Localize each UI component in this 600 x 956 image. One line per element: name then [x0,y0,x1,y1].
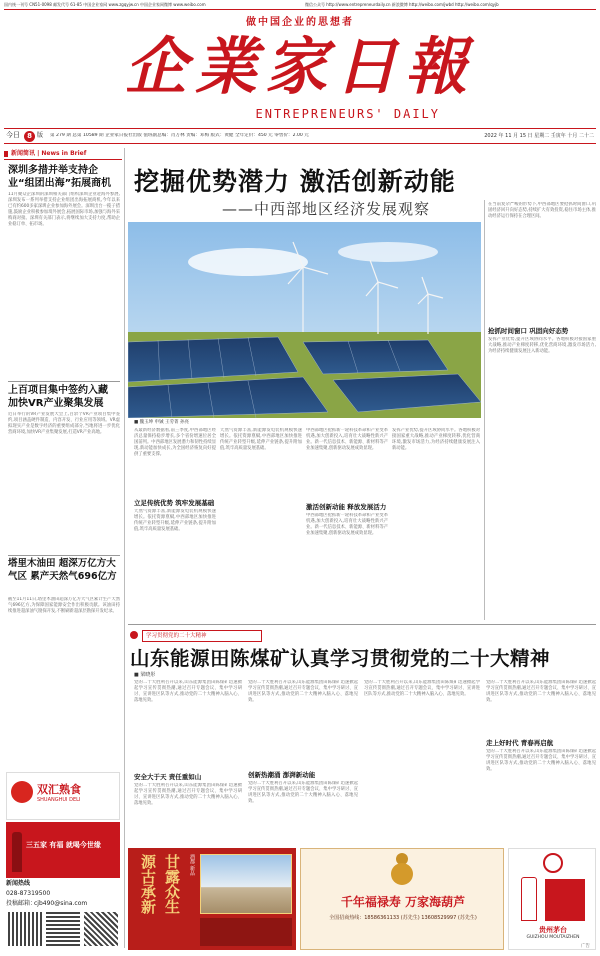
top-rule [4,9,596,10]
gourd-icon [389,853,415,887]
lead-section2-heading: 激活创新动能 释放发展活力 [306,503,387,511]
feature-col2: 党的二十大胜利召开以来,山东能源集团田陈煤矿迅速掀起学习宣传贯彻热潮,通过召开专题会议、集中学习研讨、宣讲进区队等方式,推动党的二十大精神入脑入心、落地见效。 [248,680,358,704]
email-address: cjb490@sina.com [34,900,88,907]
feature-col3: 党的二十大胜利召开以来,山东能源集团田陈煤矿迅速掀起学习宣传贯彻热潮,通过召开专题会议、集中学习研讨、宣讲进区队等方式,推动党的二十大精神入脑入心、落地见效。 [364,680,480,698]
pages-suffix: 版 [37,132,44,139]
sidebar-story1-title: 深圳多措并举支持企业“组团出海”拓展商机 [8,165,112,189]
left-ad-title: 源古承新 [139,854,157,914]
left-ad-subtitle: 甘露众生 [163,854,181,914]
top-info-right: 微信公众号 http://www.entrepreneurdaily.cn 新浪微博 http://weibo.com/jwbd http://weibo.com/qyjb [305,2,499,7]
moutai-bottle-icon [521,877,537,921]
masthead-english: ENTREPRENEURS' DAILY [255,107,440,121]
lead-right-separator [484,200,485,620]
lead-body-col2: 天然气资源丰富,新能源发电装机规模快速增长。依托资源禀赋,中西部地区加快推进传统产业转型升级,延伸产业链条,提升附加值,筑牢高质量发展基础。 [220,428,302,452]
lead-right-body2: 发挥产业优势,提升区域协同水平。各地积极对接国家重大战略,推动产业梯度转移,优化营商环境,激发市场活力,为经济持续健康发展注入新动能。 [488,337,596,355]
feature-col4b: 党的二十大胜利召开以来,山东能源集团田陈煤矿迅速掀起学习宣传贯彻热潮,通过召开专题会议、集中学习研讨、宣讲进区队等方式,推动党的二十大精神入脑入心、落地见效。 [486,749,596,773]
lead-body-col3: 中西部地区抢抓新一轮科技革命和产业变革机遇,加大创新投入,培育壮大战略性新兴产业。新一代信息技术、新能源、新材料等产业加速集聚,创新驱动发展成效显现。 [306,428,388,452]
moutai-brand-en: GUIZHOU MOUTAIZHEN [526,935,580,940]
liquor-info-strip [200,918,292,946]
feature-col1b: 党的二十大胜利召开以来,山东能源集团田陈煤矿迅速掀起学习宣传贯彻热潮,通过召开专题会议、集中学习研讨、宣讲进区队等方式,推动党的二十大精神入脑入心、落地见效。 [134,783,242,807]
lead-body-col1b: 天然气资源丰富,新能源发电装机规模快速增长。依托资源禀赋,中西部地区加快推进传统产业转型升级,延伸产业链条,提升附加值,筑牢高质量发展基础。 [134,509,216,533]
moutai-box-icon [545,879,585,921]
party-emblem-icon [130,631,138,639]
left-liquor-ad [128,848,296,950]
lead-headline: 挖掘优势潜力 激活创新动能 [134,167,456,196]
qr-code-icon-2 [46,912,80,946]
issue-details: 第 279 期 总第 10589 期 企业家日报社出版 值班副总编：肖万林 责编：邓梅 版式：黄健 全年定价：450 元 零售价：2.00 元 [50,133,309,138]
sidebar-separator [124,148,125,948]
issue-date: 2022 年 11 月 15 日 星期二 壬寅年 十月 二十二 [484,133,594,139]
news-brief-marker [4,151,8,157]
lead-body-col1: 从最新经济数据看,前三季度,中西部地区经济总量保持稳步增长,多个省份增速位居全国前列。中西部地区发展潜力和韧性持续显现,新动能加快成长,为全国经济恢复向好提供了重要支撑。 [134,428,216,458]
feature-headline: 山东能源田陈煤矿认真学习贯彻党的二十大精神 [130,647,551,670]
center-ad-slogan: 千年福禄寿 万家海葫芦 [340,895,466,909]
sidebar-story2-title: 上百项目集中签约入藏 加快VR产业聚集发展 [8,385,108,409]
qr-code-icon-1 [8,912,42,946]
feature-col1: 党的二十大胜利召开以来,山东能源集团田陈煤矿迅速掀起学习宣传贯彻热潮,通过召开专题会议、集中学习研讨、宣讲进区队等方式,推动党的二十大精神入脑入心、落地见效。 [134,680,242,704]
moutai-logo-icon [543,853,563,873]
lead-body-col3b: 中西部地区抢抓新一轮科技革命和产业变革机遇,加大创新投入,培育壮大战略性新兴产业。新一代信息技术、新能源、新材料等产业加速集聚,创新驱动发展成效显现。 [306,513,388,537]
top-info-left: 国内统一刊号 CN51-0098 邮发代号 61-85 中国企业家网 www.zgqyjw.cn 中国企业家网微博 www.weibo.com [4,2,206,7]
feature-section2-heading: 创新热潮涌 澎湃新动能 [248,771,316,779]
jinshiyuan-ad [6,822,120,878]
center-ad-contact: 全国招商热线：18586361133 (苏先生) 13608529997 (苏先生) [329,915,477,921]
feature-tag-label: 学习贯彻党的二十大精神 [142,630,262,642]
shuanghui-brand-en: SHUANGHUI DELI [37,797,81,803]
masthead-title: 企業家日報 [124,30,475,103]
email-label: 投稿邮箱： [6,900,37,907]
feature-section1-heading: 安全大于天 责任重如山 [134,773,202,781]
sidebar-story3-title: 塔里木油田 超深万亿方大气区 累产天然气696亿方 [8,558,117,582]
news-brief-title: 新闻简讯 | News in Brief [11,150,87,157]
page-count-badge: 8 [24,131,35,142]
feature-section3-heading: 走上好时代 青春再启航 [486,739,554,747]
sidebar-story3-body: 截至11月11日,塔里木油田超深万亿方大气区累计生产天然气696亿方,为保障国家能源安全作出积极贡献。该油田持续推进超深油气勘探开发,不断刷新超深层勘探开发纪录。 [8,597,120,615]
center-hulu-ad [300,848,504,950]
lead-photo-caption: ■ 魏玉坤 申铖 王劳菁 孙亮 [134,420,189,425]
lead-right-subhead: 抢抓时间窗口 巩固向好态势 [488,327,569,335]
lead-photo [128,222,481,418]
news-brief-header [4,148,122,160]
lead-bottom-rule [128,624,596,625]
lead-subhead: ——中西部地区经济发展观察 [222,200,431,218]
jinshiyuan-slogan: 三五家 有福 就喝今世缘 [26,841,101,849]
info-bar [4,128,596,144]
today-label: 今日 [6,131,20,139]
feature-col4: 党的二十大胜利召开以来,山东能源集团田陈煤矿迅速掀起学习宣传贯彻热潮,通过召开专题会议、集中学习研讨、宣讲进区队等方式,推动党的二十大精神入脑入心、落地见效。 [486,680,596,704]
feature-col2b: 党的二十大胜利召开以来,山东能源集团田陈煤矿迅速掀起学习宣传贯彻热潮,通过召开专题会议、集中学习研讨、宣讲进区队等方式,推动党的二十大精神入脑入心、落地见效。 [248,781,358,805]
lead-section1-heading: 立足传统优势 筑牢发展基础 [134,499,215,507]
sidebar-divider-2 [8,555,120,556]
sidebar-story2-body: 近日举行的VR产业发展大会上,百余个VR产业项目集中签约,项目涵盖硬件制造、内容开发、行业应用等领域。VR虚拟现实产业是数字经济的重要组成部分,当地将进一步优化营商环境,加快VR产业集聚发展,打造VR产业高地。 [8,412,120,436]
sidebar-story1-body: 11月聚众企深圳的深圳相关部门组织深圳企业赴海外参展,深圳发布一系列举措支持企业组团出海拓展商机,今年以来已有约600多家深圳企业参加海外展会。深圳出台一揽子措施,鼓励企业积极参加境外展会,拓展国际市场,加强与海外采购商对接。深圳有关部门表示,将继续加大支持力度,帮助企业稳订单、拓市场。 [8,192,120,228]
hotline-number: 028-87319500 [6,890,51,897]
ad-label: 广告 [581,944,590,949]
contact-box [6,880,120,950]
shuanghui-brand: 双汇熟食 [37,783,81,796]
shuanghui-logo-icon [11,781,33,803]
left-ad-strip: 酒都 新品 [189,854,195,876]
qr-code-icon-3 [84,912,118,946]
shuanghui-ad [6,772,120,820]
jinshiyuan-bottle-icon [12,832,22,872]
moutai-brand: 贵州茅台 [539,926,567,934]
liquor-factory-photo [200,854,292,914]
feature-byline: ■ 梁晓彤 [134,672,156,678]
sidebar-divider-1 [8,381,120,382]
lead-body-col4: 发挥产业优势,提升区域协同水平。各地积极对接国家重大战略,推动产业梯度转移,优化营商环境,激发市场活力,为经济持续健康发展注入新动能。 [392,428,480,452]
right-moutai-ad [508,848,596,950]
hotline-title: 新闻热线 [6,880,31,887]
sidebar [4,148,122,618]
masthead-slogan: 做中国企业的思想者 [246,17,354,28]
lead-right-body1: 在当前复杂严峻的形势下,中西部地区要抢抓时间窗口,巩固经济回升向好态势,持续扩大有效投资,稳住市场主体,推动经济运行保持在合理区间。 [488,202,596,220]
